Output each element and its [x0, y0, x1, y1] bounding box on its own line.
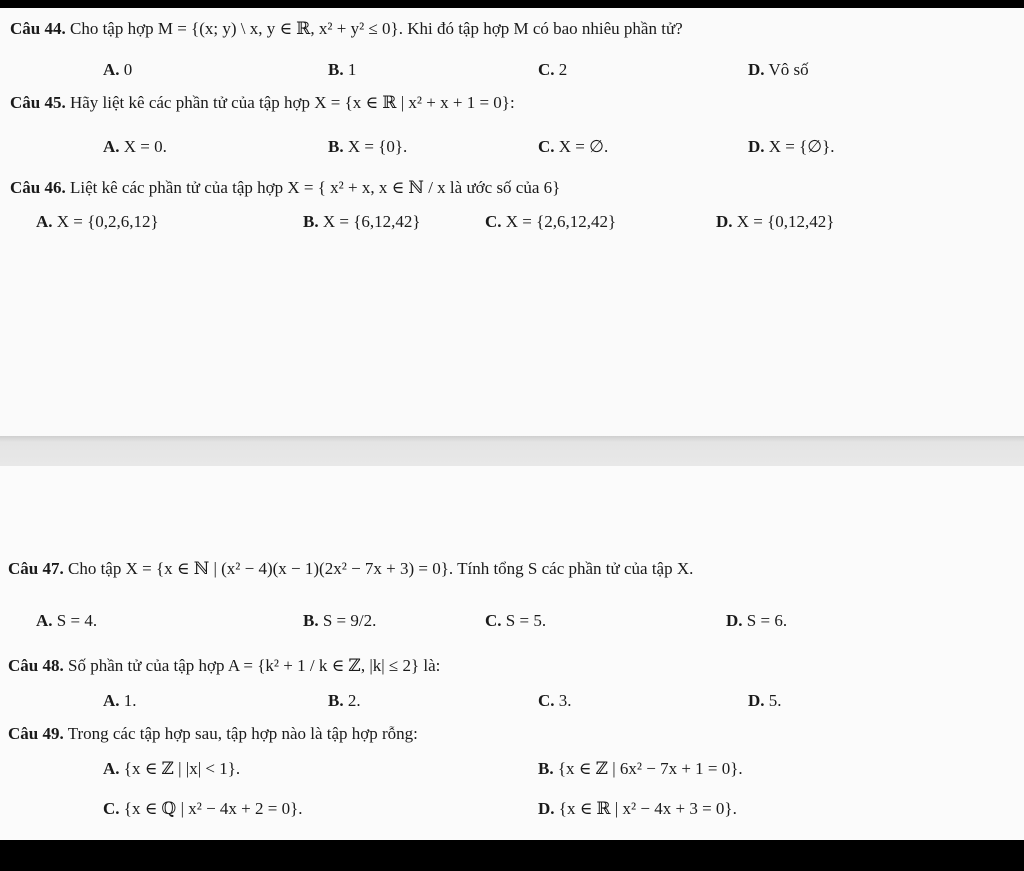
question-48	[8, 655, 440, 677]
option-d: D. X = {0,12,42}	[716, 212, 835, 231]
question-text: Cho tập hợp M = {(x; y) \ x, y ∈ ℝ, x² + y² ≤ 0}. Khi đó tập hợp M có bao nhiêu phần tử?	[69, 19, 683, 38]
option-c: C. S = 5.	[485, 611, 547, 630]
question-number: Câu 49.	[8, 724, 64, 743]
document-page-2	[0, 466, 1024, 840]
document-page-1	[0, 8, 1024, 436]
question-number: Câu 46.	[10, 178, 66, 197]
question-45	[10, 92, 515, 114]
question-text: Hãy liệt kê các phần tử của tập hợp X = {x ∈ ℝ | x² + x + 1 = 0}:	[69, 93, 515, 112]
option-c: C. {x ∈ ℚ | x² − 4x + 2 = 0}.	[103, 799, 303, 818]
question-text: Cho tập X = {x ∈ ℕ | (x² − 4)(x − 1)(2x² − 7x + 3) = 0}. Tính tổng S các phần tử của tập X.	[67, 559, 694, 578]
question-text: Liệt kê các phần tử của tập hợp X = { x² + x, x ∈ ℕ / x là ước số của 6}	[69, 178, 561, 197]
question-number: Câu 48.	[8, 656, 64, 675]
option-d: D. S = 6.	[726, 611, 788, 630]
option-b: B. {x ∈ ℤ | 6x² − 7x + 1 = 0}.	[538, 759, 743, 778]
page-divider	[0, 436, 1024, 466]
question-number: Câu 45.	[10, 93, 66, 112]
question-number: Câu 44.	[10, 19, 66, 38]
option-c: C. 2	[538, 60, 568, 79]
question-44	[10, 18, 683, 40]
top-black-bar	[0, 0, 1024, 8]
question-47	[8, 558, 693, 580]
option-c: C. X = {2,6,12,42}	[485, 212, 617, 231]
option-a: A. S = 4.	[36, 611, 98, 630]
option-d: D. Vô số	[748, 60, 809, 79]
option-b: B. S = 9/2.	[303, 611, 377, 630]
option-c: C. X = ∅.	[538, 137, 609, 156]
question-49	[8, 723, 418, 745]
bottom-black-bar	[0, 840, 1024, 871]
option-d: D. 5.	[748, 691, 782, 710]
question-text: Số phần tử của tập hợp A = {k² + 1 / k ∈ ℤ, |k| ≤ 2} là:	[67, 656, 441, 675]
question-text: Trong các tập hợp sau, tập hợp nào là tập hợp rỗng:	[67, 724, 418, 743]
option-c: C. 3.	[538, 691, 572, 710]
option-a: A. {x ∈ ℤ | |x| < 1}.	[103, 759, 241, 778]
option-a: A. X = {0,2,6,12}	[36, 212, 159, 231]
option-d: D. {x ∈ ℝ | x² − 4x + 3 = 0}.	[538, 799, 737, 818]
option-d: D. X = {∅}.	[748, 137, 835, 156]
option-b: B. 2.	[328, 691, 361, 710]
question-number: Câu 47.	[8, 559, 64, 578]
option-a: A. 1.	[103, 691, 137, 710]
option-b: B. X = {0}.	[328, 137, 408, 156]
option-b: B. 1	[328, 60, 357, 79]
question-46	[10, 177, 560, 199]
option-a: A. 0	[103, 60, 133, 79]
option-b: B. X = {6,12,42}	[303, 212, 421, 231]
option-a: A. X = 0.	[103, 137, 167, 156]
